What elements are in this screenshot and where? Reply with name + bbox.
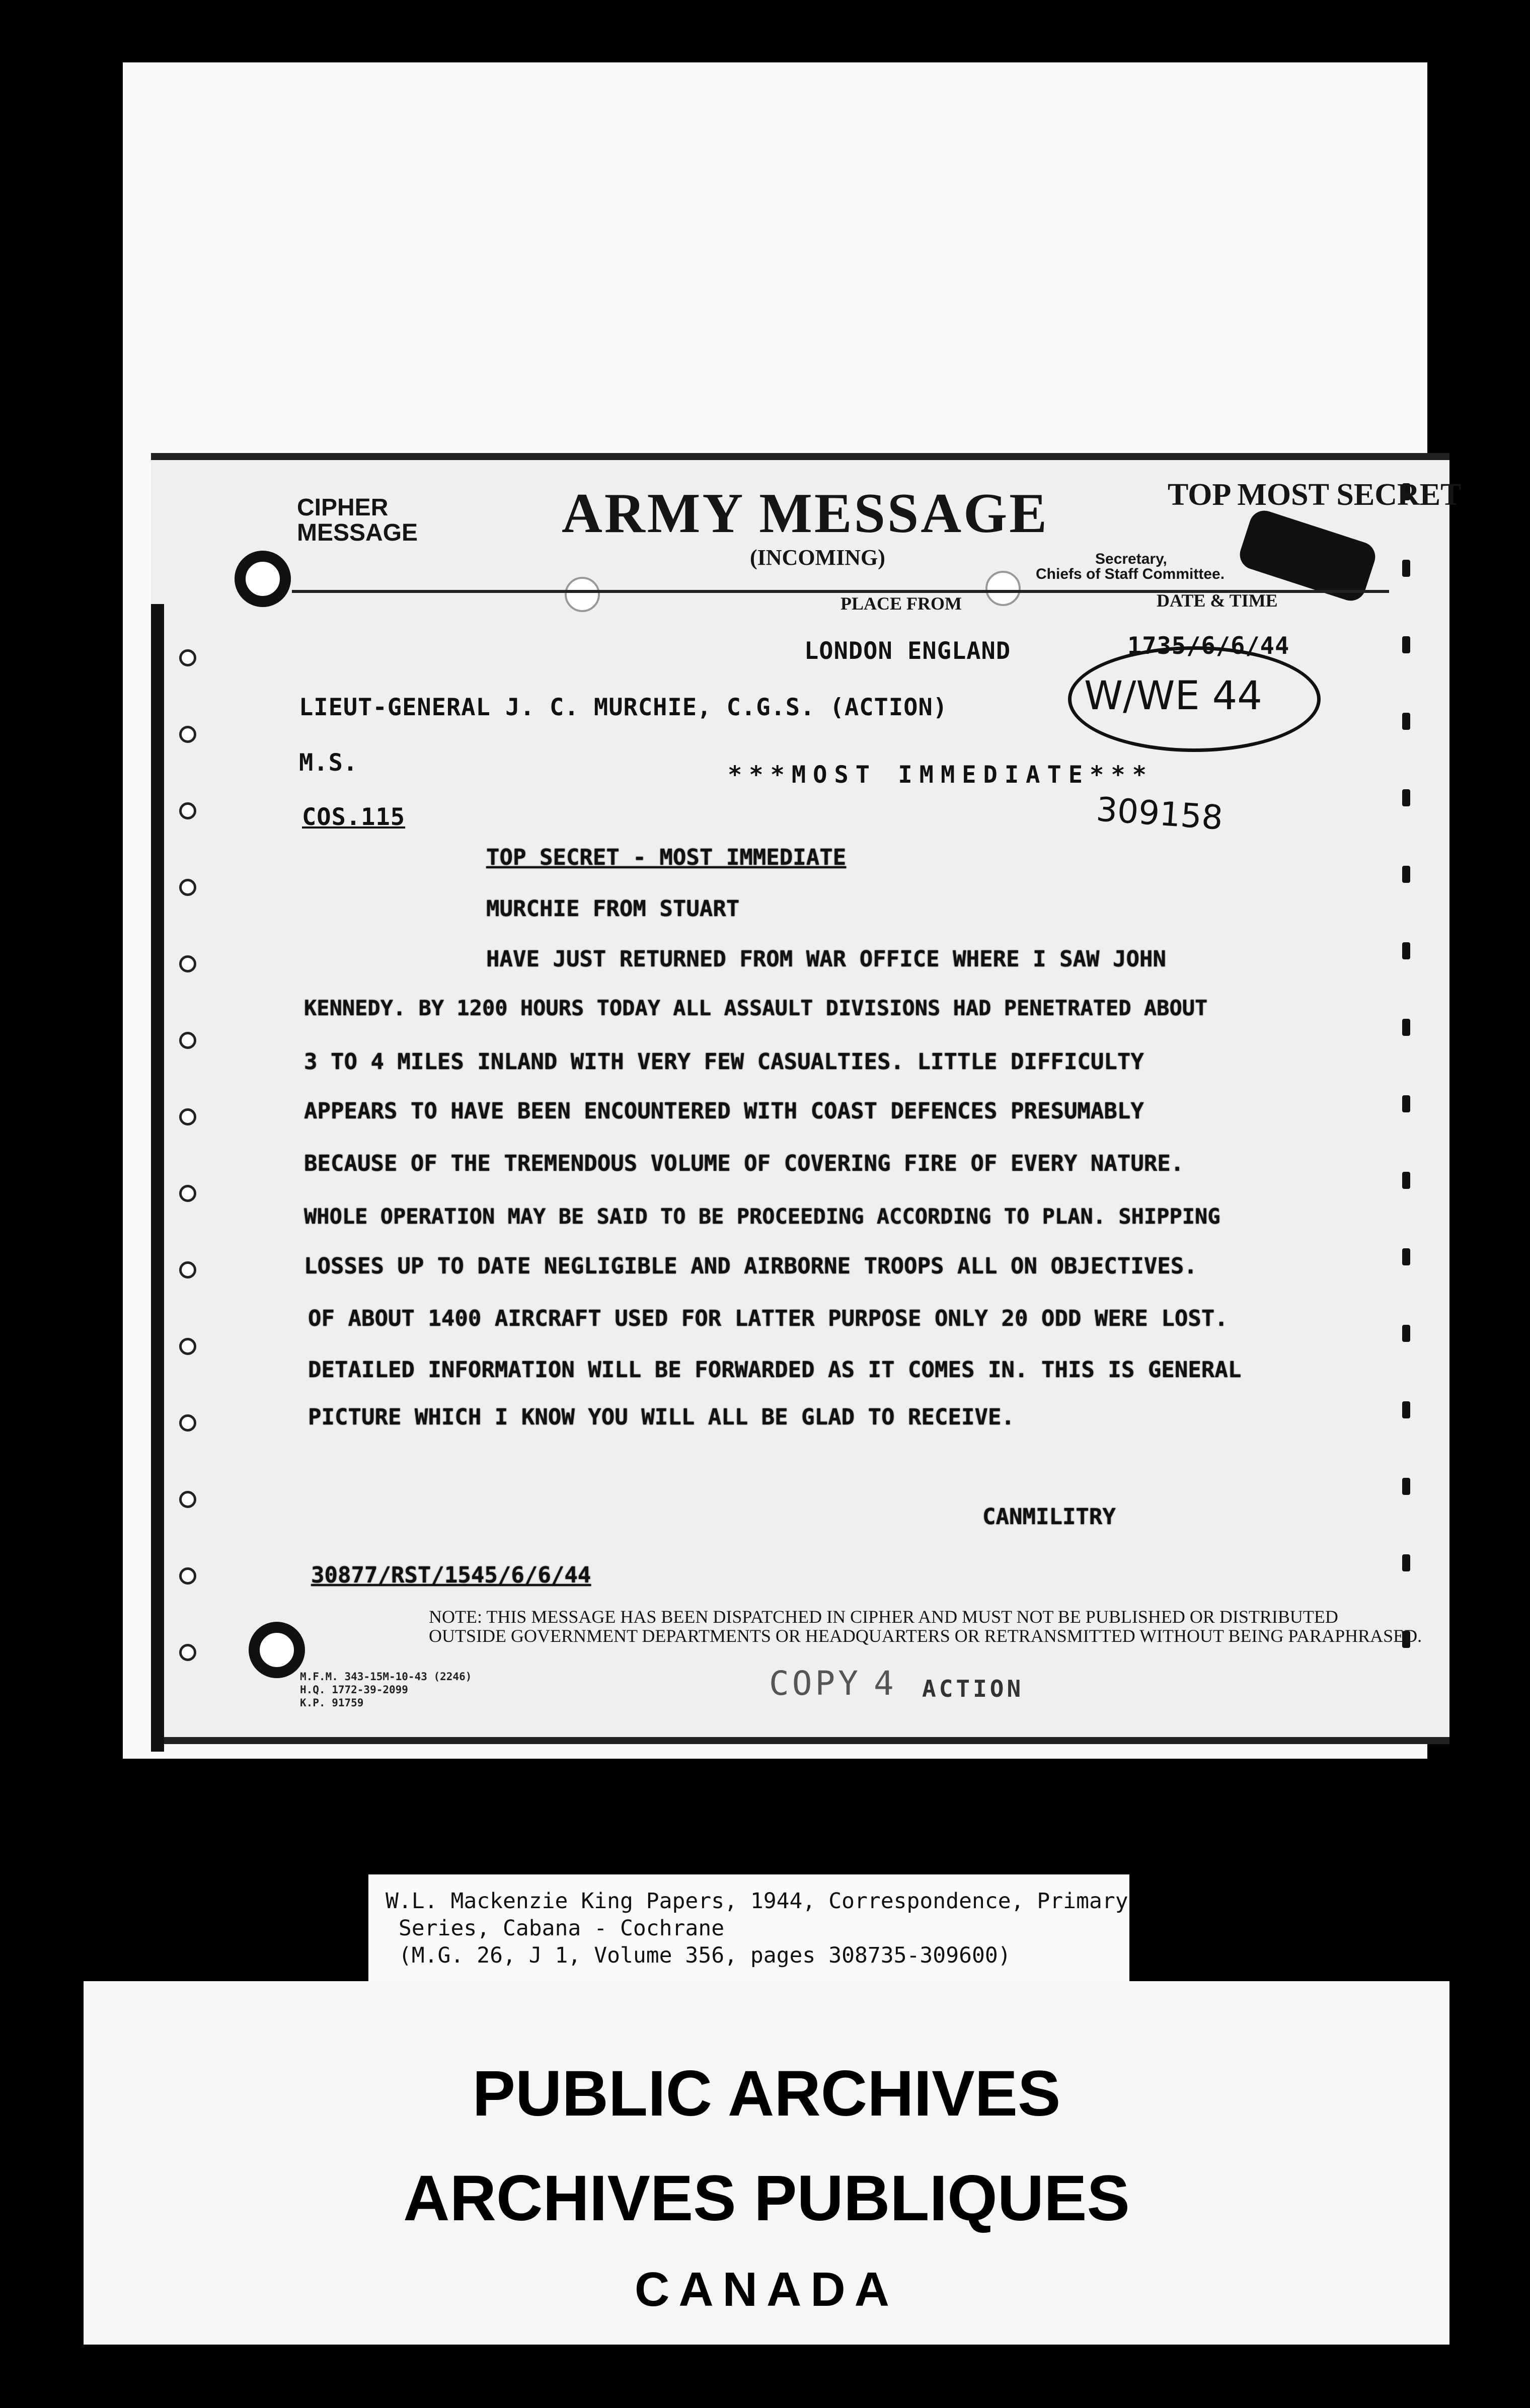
date-time-value: 1735/6/6/44 bbox=[1127, 632, 1290, 660]
perforation-hole bbox=[179, 1108, 196, 1125]
perforation-hole bbox=[179, 1338, 196, 1355]
body-heading: TOP SECRET - MOST IMMEDIATE bbox=[486, 845, 847, 870]
copy-to: M.S. bbox=[299, 749, 358, 777]
form-title: ARMY MESSAGE bbox=[562, 482, 1049, 545]
date-time-label: DATE & TIME bbox=[1157, 590, 1278, 611]
body-line: BECAUSE OF THE TREMENDOUS VOLUME OF COVERING FIRE OF EVERY NATURE. bbox=[304, 1151, 1184, 1176]
archive-label-french: ARCHIVES PUBLIQUES bbox=[403, 2162, 1130, 2234]
punch-hole-left bbox=[565, 577, 600, 612]
perforation-mark bbox=[1402, 713, 1410, 730]
classification-stamp: TOP MOST SECRET bbox=[1168, 478, 1462, 512]
body-line: PICTURE WHICH I KNOW YOU WILL ALL BE GLAD TO RECEIVE. bbox=[308, 1404, 1015, 1430]
citation-line: Series, Cabana - Cochrane bbox=[386, 1916, 725, 1941]
reference-number: COS.115 bbox=[302, 803, 406, 831]
perforation-hole bbox=[179, 1261, 196, 1278]
dispatch-note-line-1: NOTE: THIS MESSAGE HAS BEEN DISPATCHED IN CIPHER AND MUST NOT BE PUBLISHED OR DISTRIBUTED bbox=[429, 1607, 1338, 1627]
place-from-label: PLACE FROM bbox=[840, 593, 962, 614]
perforation-hole bbox=[179, 1414, 196, 1432]
archive-label-english: PUBLIC ARCHIVES bbox=[472, 2058, 1061, 2130]
form-edge bbox=[151, 604, 164, 1752]
copy-number: 4 bbox=[874, 1664, 897, 1703]
body-line: WHOLE OPERATION MAY BE SAID TO BE PROCEEDING ACCORDING TO PLAN. SHIPPING bbox=[304, 1204, 1220, 1229]
perforation-hole bbox=[179, 1032, 196, 1049]
perforation-mark bbox=[1402, 1401, 1410, 1418]
perforation-mark bbox=[1402, 942, 1410, 959]
committee-note: Chiefs of Staff Committee. bbox=[1036, 566, 1225, 582]
priority: ***MOST IMMEDIATE*** bbox=[728, 761, 1154, 789]
addressee: LIEUT-GENERAL J. C. MURCHIE, C.G.S. (ACTION) bbox=[299, 694, 948, 721]
perforation-hole bbox=[179, 1644, 196, 1661]
transmission-reference: 30877/RST/1545/6/6/44 bbox=[311, 1562, 591, 1588]
perforation-mark bbox=[1402, 1095, 1410, 1112]
body-line: KENNEDY. BY 1200 HOURS TODAY ALL ASSAULT DIVISIONS HAD PENETRATED ABOUT bbox=[304, 996, 1208, 1020]
registry-stamp-number: W/WE 44 bbox=[1084, 673, 1262, 719]
punch-hole-right bbox=[985, 571, 1021, 606]
citation-line: (M.G. 26, J 1, Volume 356, pages 308735-309600) bbox=[386, 1943, 1011, 1968]
cipher-message-label: CIPHER MESSAGE bbox=[297, 494, 418, 546]
archive-label-country: CANADA bbox=[635, 2263, 898, 2316]
perforation-hole bbox=[179, 955, 196, 972]
form-code: H.Q. 1772-39-2099 bbox=[300, 1684, 408, 1696]
secretary-note: Secretary, bbox=[1095, 551, 1167, 567]
perforation-mark bbox=[1402, 1554, 1410, 1571]
body-line: LOSSES UP TO DATE NEGLIGIBLE AND AIRBORNE TROOPS ALL ON OBJECTIVES. bbox=[304, 1253, 1197, 1279]
binder-ring-top bbox=[235, 551, 291, 607]
perforation-hole bbox=[179, 726, 196, 743]
perforation-mark bbox=[1402, 1478, 1410, 1495]
dispatch-note-line-2: OUTSIDE GOVERNMENT DEPARTMENTS OR HEADQUARTERS OR RETRANSMITTED WITHOUT BEING PARAPHRASED. bbox=[429, 1626, 1422, 1646]
citation-slip bbox=[368, 1874, 1129, 1981]
binder-ring-bottom bbox=[249, 1622, 305, 1678]
perforation-mark bbox=[1402, 1172, 1410, 1189]
perforation-mark bbox=[1402, 560, 1410, 577]
perforation-hole bbox=[179, 879, 196, 896]
citation-line: W.L. Mackenzie King Papers, 1944, Correspondence, Primary bbox=[386, 1889, 1128, 1914]
body-line: HAVE JUST RETURNED FROM WAR OFFICE WHERE I SAW JOHN bbox=[486, 946, 1167, 972]
body-line: OF ABOUT 1400 AIRCRAFT USED FOR LATTER PURPOSE ONLY 20 ODD WERE LOST. bbox=[308, 1306, 1228, 1331]
signature: CANMILITRY bbox=[982, 1504, 1116, 1530]
from-line: MURCHIE FROM STUART bbox=[486, 896, 740, 922]
body-line: DETAILED INFORMATION WILL BE FORWARDED AS IT COMES IN. THIS IS GENERAL bbox=[308, 1357, 1242, 1383]
perforation-mark bbox=[1402, 1248, 1410, 1265]
perforation-mark bbox=[1402, 636, 1410, 653]
copy-label: COPY bbox=[769, 1664, 861, 1703]
form-code: K.P. 91759 bbox=[300, 1697, 364, 1709]
perforation-hole bbox=[179, 802, 196, 819]
perforation-hole bbox=[179, 1491, 196, 1508]
form-code: M.F.M. 343-15M-10-43 (2246) bbox=[300, 1671, 472, 1683]
copy-action: ACTION bbox=[922, 1675, 1024, 1702]
perforation-mark bbox=[1402, 1019, 1410, 1036]
body-line: 3 TO 4 MILES INLAND WITH VERY FEW CASUALTIES. LITTLE DIFFICULTY bbox=[304, 1049, 1144, 1075]
perforation-mark bbox=[1402, 789, 1410, 806]
perforation-hole bbox=[179, 649, 196, 666]
form-subtitle: (INCOMING) bbox=[750, 545, 885, 570]
body-line: APPEARS TO HAVE BEEN ENCOUNTERED WITH COAST DEFENCES PRESUMABLY bbox=[304, 1098, 1144, 1124]
perforation-hole bbox=[179, 1567, 196, 1585]
perforation-mark bbox=[1402, 1325, 1410, 1342]
perforation-mark bbox=[1402, 866, 1410, 883]
place-from-value: LONDON ENGLAND bbox=[804, 637, 1011, 665]
registry-number: 309158 bbox=[1095, 790, 1225, 838]
archive-label bbox=[84, 1981, 1449, 2345]
perforation-hole bbox=[179, 1185, 196, 1202]
